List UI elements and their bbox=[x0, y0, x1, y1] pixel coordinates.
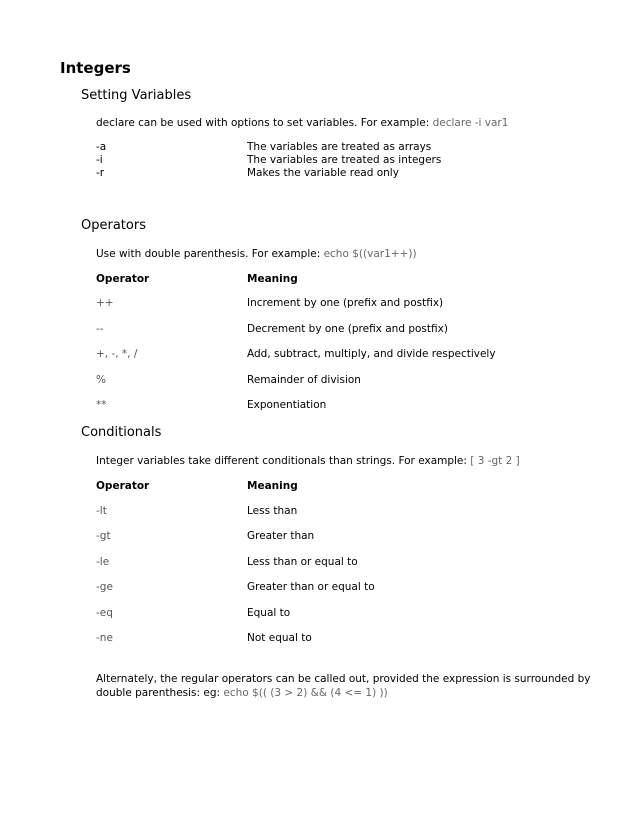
operators-example: echo $((var1++)) bbox=[323, 248, 417, 260]
operator-meaning: Add, subtract, multiply, and divide respectively bbox=[247, 348, 496, 360]
conditional-meaning: Greater than bbox=[247, 530, 315, 542]
operator-meaning: Increment by one (prefix and postfix) bbox=[247, 297, 444, 309]
alternate-note-line-2 bbox=[96, 686, 388, 700]
conditional-operator: -lt bbox=[96, 505, 107, 517]
operator-symbol: +, -, *, / bbox=[96, 348, 138, 360]
setting-variables-heading: Setting Variables bbox=[81, 88, 192, 103]
operators-heading: Operators bbox=[81, 218, 146, 233]
operator-symbol: ++ bbox=[96, 297, 114, 309]
conditional-meaning: Not equal to bbox=[247, 632, 312, 644]
option-desc: Makes the variable read only bbox=[247, 167, 399, 179]
operator-symbol: -- bbox=[96, 323, 104, 335]
conditionals-heading: Conditionals bbox=[81, 425, 162, 440]
conditionals-example: [ 3 -gt 2 ] bbox=[470, 455, 520, 467]
operator-meaning: Exponentiation bbox=[247, 399, 327, 411]
conditional-operator: -le bbox=[96, 556, 110, 568]
conditional-operator: -eq bbox=[96, 607, 113, 619]
alternate-note-example: echo $(( (3 > 2) && (4 <= 1) )) bbox=[223, 687, 388, 699]
setting-variables-example: declare -i var1 bbox=[432, 117, 509, 129]
option-desc: The variables are treated as integers bbox=[247, 154, 442, 166]
operator-symbol: ** bbox=[96, 399, 107, 411]
alternate-note-text: double parenthesis: eg: bbox=[96, 687, 221, 699]
option-flag: -i bbox=[96, 154, 103, 166]
option-flag: -r bbox=[96, 167, 105, 179]
option-flag: -a bbox=[96, 141, 107, 153]
conditional-meaning: Equal to bbox=[247, 607, 291, 619]
operators-col-meaning: Meaning bbox=[247, 273, 298, 285]
conditional-meaning: Less than or equal to bbox=[247, 556, 358, 568]
operators-col-operator: Operator bbox=[96, 273, 150, 285]
operator-meaning: Decrement by one (prefix and postfix) bbox=[247, 323, 448, 335]
option-desc: The variables are treated as arrays bbox=[247, 141, 432, 153]
conditional-operator: -ne bbox=[96, 632, 113, 644]
conditional-operator: -ge bbox=[96, 581, 113, 593]
operator-symbol: % bbox=[96, 374, 106, 386]
conditionals-col-operator: Operator bbox=[96, 480, 150, 492]
operators-intro bbox=[96, 247, 417, 261]
conditional-meaning: Greater than or equal to bbox=[247, 581, 375, 593]
conditional-meaning: Less than bbox=[247, 505, 298, 517]
setting-variables-intro-text: declare can be used with options to set variables. For example: bbox=[96, 117, 430, 129]
conditional-operator: -gt bbox=[96, 530, 111, 542]
setting-variables-intro bbox=[96, 116, 508, 130]
conditionals-col-meaning: Meaning bbox=[247, 480, 298, 492]
conditionals-intro bbox=[96, 454, 520, 468]
page-title: Integers bbox=[60, 59, 131, 77]
alternate-note-line-1: Alternately, the regular operators can be called out, provided the expression is surrounded by bbox=[96, 673, 591, 685]
operators-intro-text: Use with double parenthesis. For example: bbox=[96, 248, 321, 260]
conditionals-intro-text: Integer variables take different conditionals than strings. For example: bbox=[96, 455, 467, 467]
operator-meaning: Remainder of division bbox=[247, 374, 361, 386]
